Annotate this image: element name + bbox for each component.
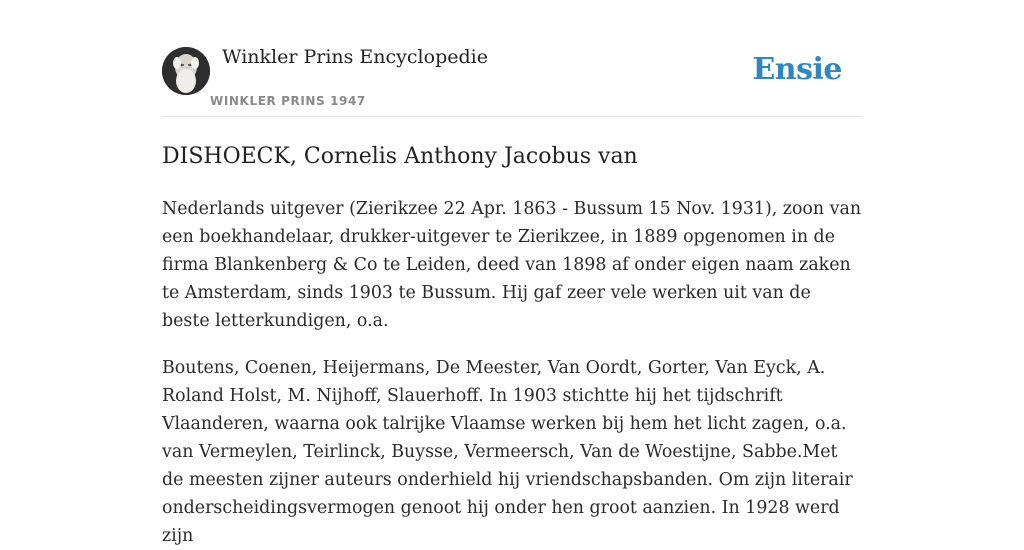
source-header bbox=[162, 0, 862, 117]
source-edition[interactable]: WINKLER PRINS 1947 bbox=[210, 94, 366, 108]
article-title: DISHOECK, Cornelis Anthony Jacobus van bbox=[162, 144, 638, 169]
page-container bbox=[162, 0, 862, 550]
ensie-logo[interactable]: Ensie bbox=[752, 52, 842, 87]
article-paragraph: Nederlands uitgever (Zierikzee 22 Apr. 1863 - Bussum 15 Nov. 1931), zoon van een boekhandelaar, drukker-uitgever te Zierikzee, in 1889 opgenomen in de firma Blankenberg & Co te Leiden, deed van 1898 af onder eigen naam zaken te Amsterdam, sinds 1903 te Bussum. Hij gaf zeer vele werken uit van de beste letterkundigen, o.a. bbox=[162, 199, 862, 331]
article-paragraph: Boutens, Coenen, Heijermans, De Meester, Van Oordt, Gorter, Van Eyck, A. Roland Holst, M. Nijhoff, Slauerhoff. In 1903 stichtte hij het tijdschrift Vlaanderen, waarna ook talrijke Vlaamse werken bij hem het licht zagen, o.a. van Vermeylen, Teirlinck, Buysse, Vermeersch, Van de Woestijne, Sabbe.Met de meesten zijner auteurs onderhield hij vriendschapsbanden. Om zijn literair onderscheidingsvermogen genoot hij onder hen groot aanzien. In 1928 werd zijn bbox=[162, 358, 853, 546]
source-name[interactable]: Winkler Prins Encyclopedie bbox=[222, 46, 488, 68]
author-portrait-icon[interactable] bbox=[162, 47, 210, 95]
